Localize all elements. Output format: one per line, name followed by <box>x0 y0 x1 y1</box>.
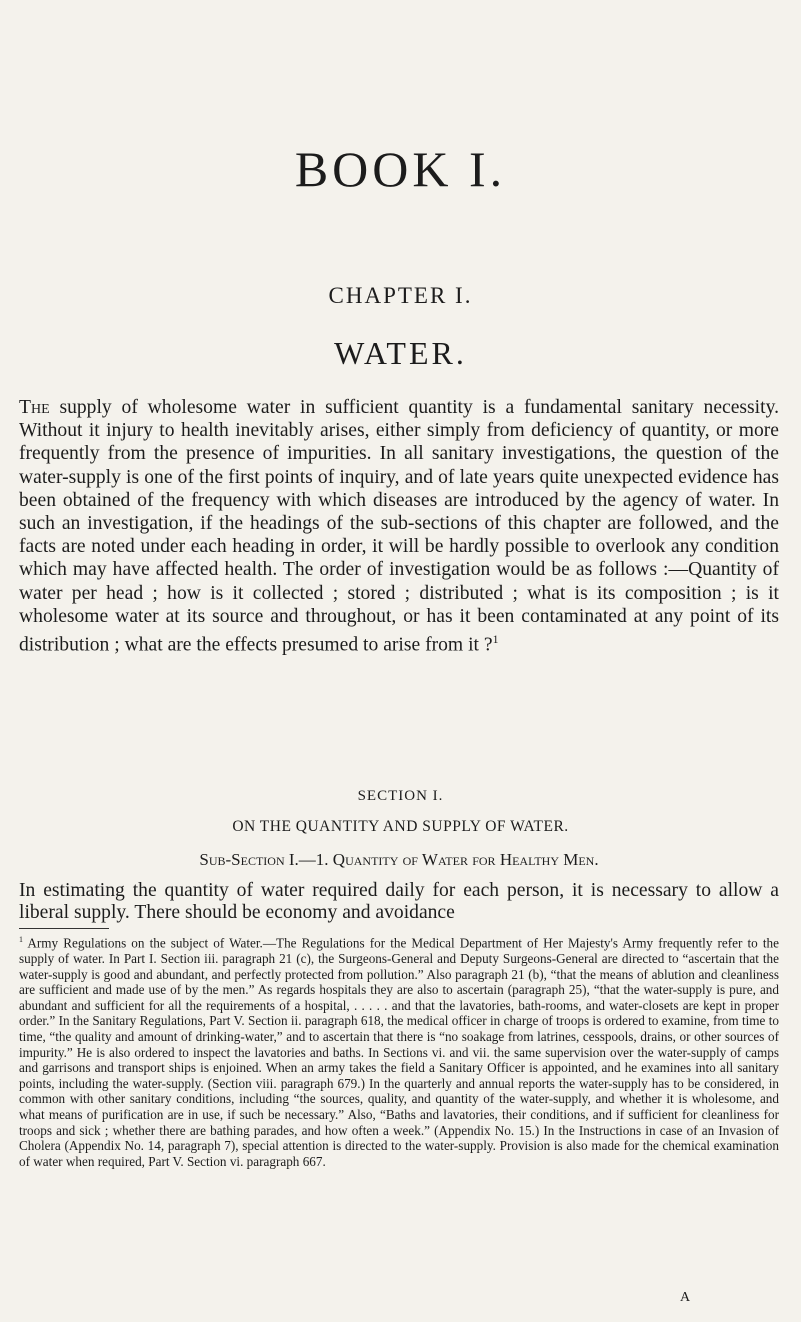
intro-text: supply of wholesome water in sufficient quantity is a fundamental sanitary necessity. Without it injury to health inevitably arises, either simply from deficiency of quantity, or more frequently from the presence of impurities. In all sanitary investigations, the question of the water-supply is one of the first points of inquiry, and of late years quite unexpected evidence has been obtained of the frequency with which diseases are introduced by the agency of water. In such an investigation, if the headings of the sub-sections of this chapter are followed, and the facts are noted under each heading in order, it will be hardly possible to overlook any condition which may have affected health. The order of investigation would be as follows :—Quantity of water per head ; how is it collected ; stored ; distributed ; what is its composition ; is it wholesome water at its source and throughout, or has it been contaminated at any point of its distribution ; what are the effects presumed to arise from it ? <box>19 397 779 656</box>
section-subtitle: ON THE QUANTITY AND SUPPLY OF WATER. <box>232 818 569 835</box>
footnote <box>19 932 779 1169</box>
section-heading: SECTION I. <box>357 788 444 804</box>
subsection-label: Sub-Section I. <box>199 850 299 869</box>
footnote-divider <box>19 928 109 929</box>
chapter-number: CHAPTER I. <box>328 283 473 308</box>
intro-lead-word: The <box>19 397 50 418</box>
chapter-title: WATER. <box>334 335 467 371</box>
footnote-text: Army Regulations on the subject of Water.—The Regulations for the Medical Department of Her Majesty's Army frequently refer to the supply of water. In Part I. Section iii. paragraph 21 (c), the Surgeons-General and Deputy Surgeons-General are directed to “ascertain that the water-supply is good and abundant, and perfectly protected from pollution.” Also paragraph 21 (b), “that the means of ablution and cleanliness are sufficient and made use of by the men.” As regards hospitals they are also to ascertain (paragraph 25), “that the water-supply is pure, and abundant and sufficient for all the requirements of a hospital, . . . . . and that the lavatories, bath-rooms, and water-closets are kept in proper order.” In the Sanitary Regulations, Part V. Section ii. paragraph 618, the medical officer in charge of troops is ordered to examine, from time to time, “the quality and amount of drinking-water,” and to ascertain that there is “no soakage from latrines, cesspools, drains, or other sources of impurity.” He is also ordered to inspect the lavatories and baths. In Sections vi. and vii. the same supervision over the water-supply of camps and garrisons and transport ships is enjoined. When an army takes the field a Sanitary Officer is appointed, and he examines into all sanitary points, including the water-supply. (Section viii. paragraph 679.) In the quarterly and annual reports the water-supply has to be considered, in common with other sanitary conditions, including “the sources, quality, and quantity of the water-supply, and whether it is wholesome, and what means of purification are in use, if such be necessary.” Also, “Baths and lavatories, their conditions, and if sufficient for cleanliness for troops and sick ; whether there are bathing parades, and how often a week.” (Appendix No. 15.) In the Instructions in case of an Invasion of Cholera (Appendix No. 14, paragraph 7), special attention is directed to the water-supply. Provision is also made for the chemical examination of water when required, Part V. Section vi. paragraph 667. <box>19 935 779 1169</box>
intro-paragraph <box>19 396 779 657</box>
subsection-heading <box>19 850 779 870</box>
book-title: BOOK I. <box>294 141 507 197</box>
footnote-mark: 1 <box>19 935 23 944</box>
quantity-paragraph: In estimating the quantity of water required daily for each person, it is necessary to allow a liberal supply. There should be economy and avoidance <box>19 880 779 923</box>
footnote-reference: 1 <box>492 633 499 647</box>
signature-mark: A <box>680 1290 691 1305</box>
subsection-text: —1. Quantity of Water for Healthy Men. <box>298 850 599 869</box>
